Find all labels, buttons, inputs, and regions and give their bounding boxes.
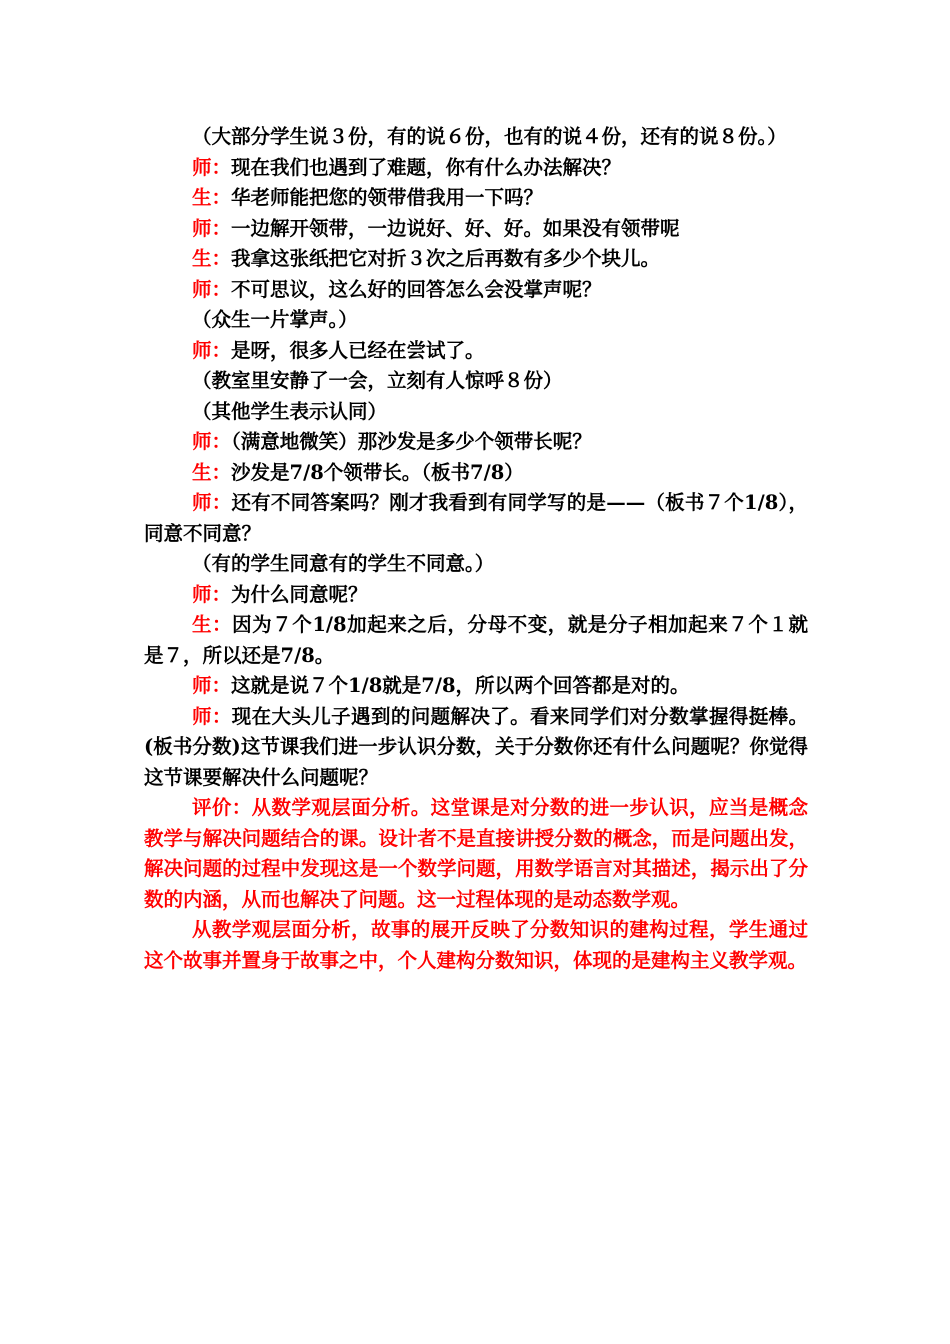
paragraph-7 bbox=[144, 336, 808, 367]
speaker-label: 师： bbox=[192, 491, 232, 514]
paragraph-2 bbox=[144, 183, 808, 214]
speaker-label: 师： bbox=[192, 704, 232, 728]
paragraph-16 bbox=[144, 671, 808, 702]
paragraph-4 bbox=[144, 244, 808, 275]
paragraph-8 bbox=[144, 366, 808, 397]
paragraph-5 bbox=[144, 275, 808, 306]
paragraph-9 bbox=[144, 397, 808, 428]
document-page bbox=[144, 122, 808, 976]
paragraph-text: （众生一片掌声。） bbox=[192, 308, 358, 331]
speaker-label: 师： bbox=[192, 674, 232, 697]
paragraph-11 bbox=[144, 458, 808, 489]
evaluation-paragraph-2 bbox=[144, 915, 808, 976]
speaker-label: 师： bbox=[192, 430, 232, 453]
paragraph-15 bbox=[144, 610, 808, 671]
paragraph-text: （有的学生同意有的学生不同意。） bbox=[192, 552, 495, 575]
paragraph-text: （大部分学生说３份，有的说６份，也有的说４份，还有的说８份。） bbox=[192, 125, 787, 148]
paragraph-text: 不可思议，这么好的回答怎么会没掌声呢？ bbox=[231, 277, 602, 301]
paragraph-text: 是呀，很多人已经在尝试了。 bbox=[231, 338, 485, 362]
evaluation-paragraph-1 bbox=[144, 793, 808, 915]
paragraph-text: 为什么同意呢？ bbox=[231, 582, 368, 606]
paragraph-13 bbox=[144, 549, 808, 580]
speaker-label: 生： bbox=[192, 247, 232, 270]
paragraph-12 bbox=[144, 488, 808, 549]
paragraph-text: 这就是说７个1/8就是7/8，所以两个回答都是对的。 bbox=[231, 674, 690, 697]
paragraph-text: 华老师能把您的领带借我用一下吗？ bbox=[231, 186, 544, 209]
speaker-label: 师： bbox=[192, 216, 232, 240]
paragraph-6 bbox=[144, 305, 808, 336]
speaker-label: 师： bbox=[192, 155, 232, 179]
speaker-label: 生： bbox=[192, 613, 233, 636]
paragraph-text: 现在大头儿子遇到的问题解决了。看来同学们对分数掌握得挺棒。(板书分数)这节课我们进一步认识分数，关于分数你还有什么问题呢？你觉得这节课要解决什么问题呢？ bbox=[144, 704, 808, 789]
paragraph-1 bbox=[144, 153, 808, 184]
paragraph-text: 还有不同答案吗？刚才我看到有同学写的是——（板书７个1/8），同意不同意？ bbox=[144, 491, 808, 545]
paragraph-10 bbox=[144, 427, 808, 458]
paragraph-text: 现在我们也遇到了难题，你有什么办法解决？ bbox=[231, 155, 622, 179]
paragraph-3 bbox=[144, 214, 808, 245]
paragraph-0 bbox=[144, 122, 808, 153]
paragraph-text: 一边解开领带，一边说好、好、好。如果没有领带呢 bbox=[231, 216, 680, 240]
speaker-label: 师： bbox=[192, 338, 232, 362]
paragraph-text: 我拿这张纸把它对折３次之后再数有多少个块儿。 bbox=[231, 247, 661, 270]
paragraph-17 bbox=[144, 702, 808, 794]
paragraph-14 bbox=[144, 580, 808, 611]
paragraph-text: 从教学观层面分析，故事的展开反映了分数知识的建构过程，学生通过这个故事并置身于故事之中，个人建构分数知识，体现的是建构主义教学观。 bbox=[144, 918, 808, 972]
paragraph-text: 因为７个1/8加起来之后，分母不变，就是分子相加起来７个１就是７，所以还是7/8。 bbox=[144, 613, 808, 667]
paragraph-text: （其他学生表示认同） bbox=[192, 399, 388, 423]
speaker-label: 师： bbox=[192, 582, 232, 606]
speaker-label: 生： bbox=[192, 186, 232, 209]
paragraph-text: （满意地微笑）那沙发是多少个领带长呢？ bbox=[231, 430, 592, 453]
paragraph-text: 评价：从数学观层面分析。这堂课是对分数的进一步认识，应当是概念教学与解决问题结合的课。设计者不是直接讲授分数的概念，而是问题出发，解决问题的过程中发现这是一个数学问题，用数学语言对其描述，揭示出了分数的内涵，从而也解决了问题。这一过程体现的是动态数学观。 bbox=[144, 796, 808, 911]
paragraph-text: （教室里安静了一会，立刻有人惊呼８份） bbox=[192, 369, 563, 392]
speaker-label: 生： bbox=[192, 460, 232, 484]
paragraph-text: 沙发是7/8个领带长。（板书7/8） bbox=[231, 460, 524, 484]
speaker-label: 师： bbox=[192, 277, 232, 301]
